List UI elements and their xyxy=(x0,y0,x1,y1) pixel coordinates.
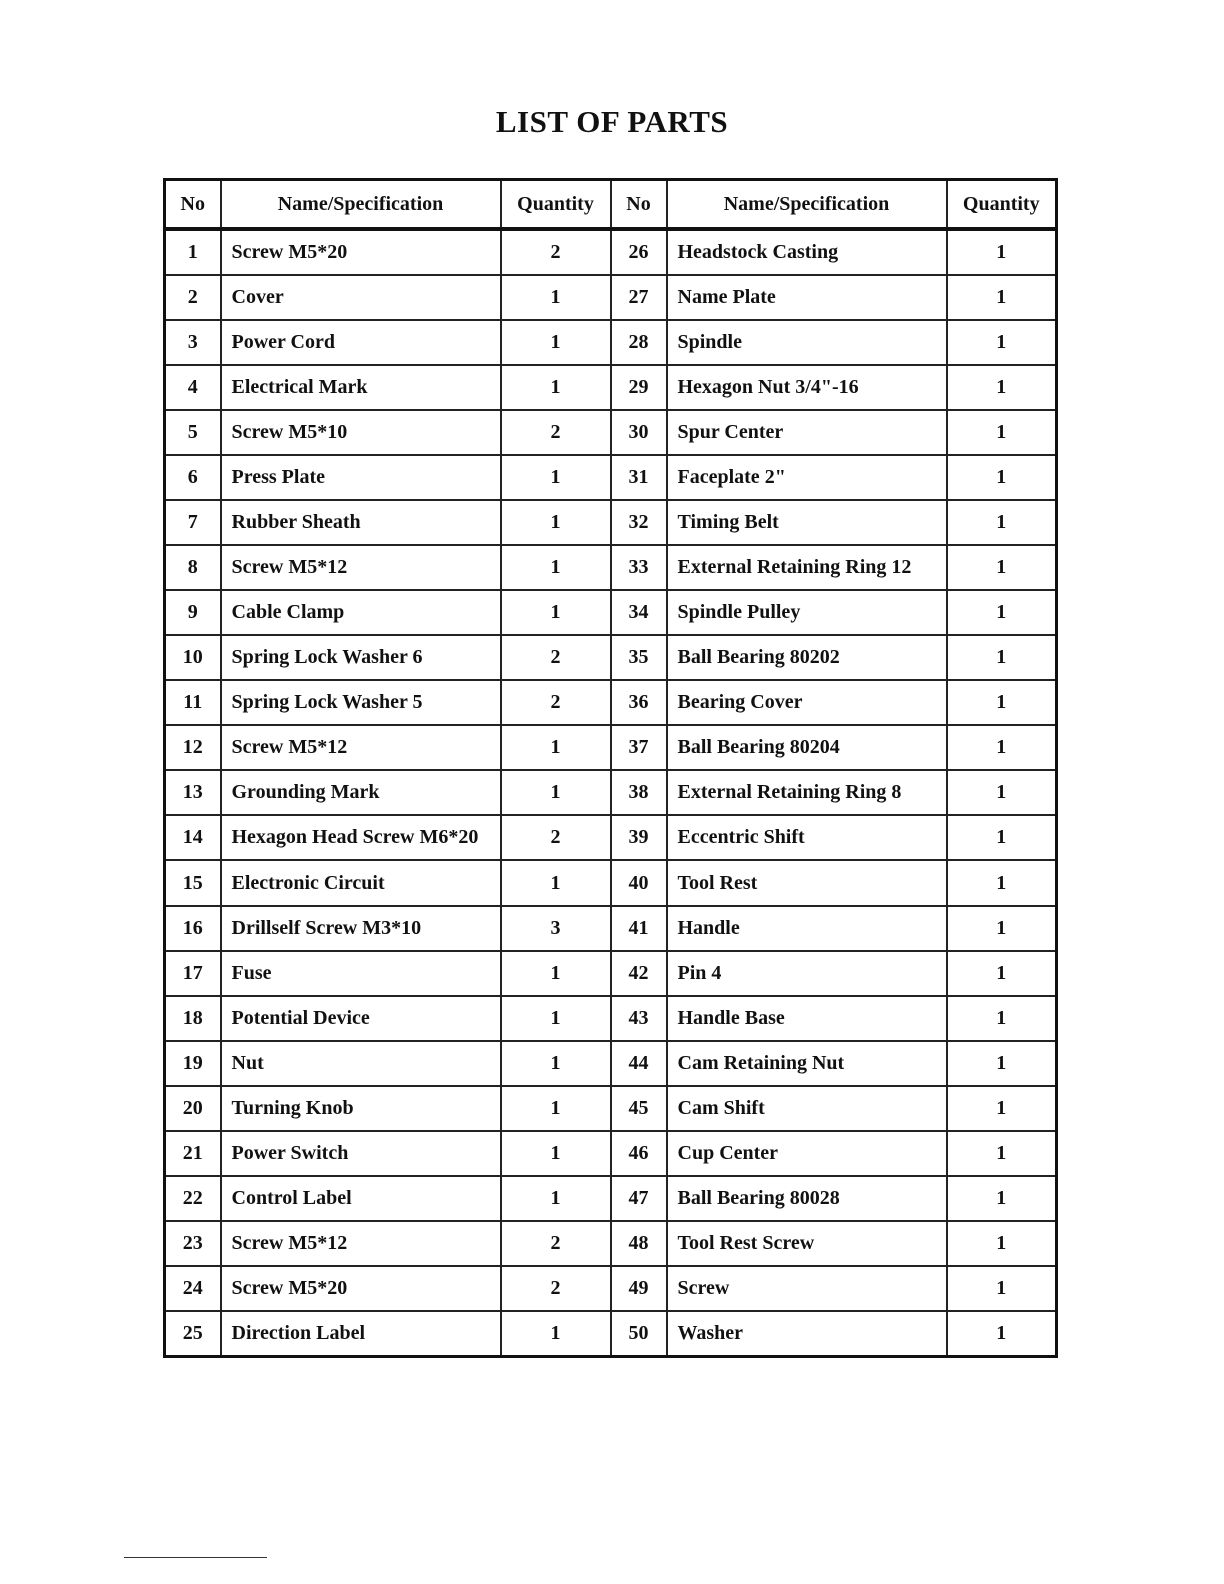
item-number: 23 xyxy=(165,1221,221,1266)
table-row xyxy=(165,590,1057,635)
table-row xyxy=(165,275,1057,320)
item-quantity: 1 xyxy=(501,951,611,996)
table-row xyxy=(165,1311,1057,1357)
item-name: Hexagon Head Screw M6*20 xyxy=(221,815,501,860)
item-name: Direction Label xyxy=(221,1311,501,1357)
item-quantity: 1 xyxy=(501,1176,611,1221)
item-name: Turning Knob xyxy=(221,1086,501,1131)
table-row xyxy=(165,500,1057,545)
item-quantity: 1 xyxy=(501,455,611,500)
item-quantity: 1 xyxy=(501,996,611,1041)
item-name: Screw M5*10 xyxy=(221,410,501,455)
item-quantity: 2 xyxy=(501,1266,611,1311)
item-name: Screw xyxy=(667,1266,947,1311)
header-quantity-right: Quantity xyxy=(947,180,1057,230)
item-number: 36 xyxy=(611,680,667,725)
table-row xyxy=(165,320,1057,365)
item-name: Ball Bearing 80202 xyxy=(667,635,947,680)
item-quantity: 1 xyxy=(501,1086,611,1131)
item-number: 3 xyxy=(165,320,221,365)
item-name: Bearing Cover xyxy=(667,680,947,725)
item-name: Screw M5*20 xyxy=(221,229,501,275)
item-number: 31 xyxy=(611,455,667,500)
item-name: Rubber Sheath xyxy=(221,500,501,545)
table-row xyxy=(165,951,1057,996)
item-quantity: 1 xyxy=(947,1311,1057,1357)
table-row xyxy=(165,996,1057,1041)
item-quantity: 1 xyxy=(501,725,611,770)
item-quantity: 1 xyxy=(947,1086,1057,1131)
table-row xyxy=(165,906,1057,951)
item-quantity: 1 xyxy=(501,770,611,815)
item-name: Electronic Circuit xyxy=(221,860,501,905)
item-number: 50 xyxy=(611,1311,667,1357)
item-name: Potential Device xyxy=(221,996,501,1041)
item-number: 48 xyxy=(611,1221,667,1266)
item-name: Pin 4 xyxy=(667,951,947,996)
item-name: Cable Clamp xyxy=(221,590,501,635)
item-number: 42 xyxy=(611,951,667,996)
item-name: Spindle xyxy=(667,320,947,365)
item-name: Screw M5*20 xyxy=(221,1266,501,1311)
item-name: Spindle Pulley xyxy=(667,590,947,635)
item-number: 8 xyxy=(165,545,221,590)
item-number: 6 xyxy=(165,455,221,500)
item-name: Faceplate 2" xyxy=(667,455,947,500)
header-quantity-left: Quantity xyxy=(501,180,611,230)
item-quantity: 1 xyxy=(947,635,1057,680)
item-number: 17 xyxy=(165,951,221,996)
header-name-left: Name/Specification xyxy=(221,180,501,230)
item-quantity: 1 xyxy=(947,860,1057,905)
item-number: 15 xyxy=(165,860,221,905)
item-number: 49 xyxy=(611,1266,667,1311)
item-name: Nut xyxy=(221,1041,501,1086)
table-row xyxy=(165,410,1057,455)
item-number: 41 xyxy=(611,906,667,951)
item-quantity: 1 xyxy=(501,545,611,590)
item-name: Tool Rest xyxy=(667,860,947,905)
parts-table xyxy=(163,178,1058,1358)
item-name: Grounding Mark xyxy=(221,770,501,815)
item-name: Washer xyxy=(667,1311,947,1357)
item-number: 21 xyxy=(165,1131,221,1176)
item-number: 35 xyxy=(611,635,667,680)
item-quantity: 2 xyxy=(501,1221,611,1266)
item-quantity: 1 xyxy=(501,320,611,365)
item-quantity: 1 xyxy=(947,725,1057,770)
header-no-left: No xyxy=(165,180,221,230)
item-number: 29 xyxy=(611,365,667,410)
item-number: 1 xyxy=(165,229,221,275)
item-number: 28 xyxy=(611,320,667,365)
item-number: 12 xyxy=(165,725,221,770)
item-quantity: 1 xyxy=(947,320,1057,365)
item-quantity: 1 xyxy=(947,770,1057,815)
item-quantity: 1 xyxy=(501,365,611,410)
item-quantity: 2 xyxy=(501,815,611,860)
item-quantity: 1 xyxy=(947,815,1057,860)
item-quantity: 1 xyxy=(947,1131,1057,1176)
item-number: 4 xyxy=(165,365,221,410)
item-name: Press Plate xyxy=(221,455,501,500)
item-name: External Retaining Ring 12 xyxy=(667,545,947,590)
item-name: Timing Belt xyxy=(667,500,947,545)
item-quantity: 2 xyxy=(501,635,611,680)
item-number: 10 xyxy=(165,635,221,680)
item-number: 26 xyxy=(611,229,667,275)
item-number: 20 xyxy=(165,1086,221,1131)
item-name: Screw M5*12 xyxy=(221,545,501,590)
item-number: 34 xyxy=(611,590,667,635)
table-row xyxy=(165,455,1057,500)
item-name: Name Plate xyxy=(667,275,947,320)
item-number: 46 xyxy=(611,1131,667,1176)
table-row xyxy=(165,725,1057,770)
item-quantity: 1 xyxy=(947,680,1057,725)
item-number: 22 xyxy=(165,1176,221,1221)
parts-table-body xyxy=(165,229,1057,1357)
item-name: Fuse xyxy=(221,951,501,996)
item-quantity: 1 xyxy=(947,229,1057,275)
table-row xyxy=(165,229,1057,275)
page-title: LIST OF PARTS xyxy=(495,104,729,139)
item-name: Spring Lock Washer 5 xyxy=(221,680,501,725)
item-name: Handle Base xyxy=(667,996,947,1041)
item-number: 39 xyxy=(611,815,667,860)
item-quantity: 1 xyxy=(501,1041,611,1086)
item-number: 5 xyxy=(165,410,221,455)
item-name: Power Switch xyxy=(221,1131,501,1176)
item-quantity: 1 xyxy=(947,1041,1057,1086)
item-number: 7 xyxy=(165,500,221,545)
item-name: Ball Bearing 80028 xyxy=(667,1176,947,1221)
item-number: 11 xyxy=(165,680,221,725)
table-row xyxy=(165,1176,1057,1221)
table-row xyxy=(165,635,1057,680)
item-quantity: 1 xyxy=(501,1311,611,1357)
item-quantity: 1 xyxy=(947,590,1057,635)
item-name: Spring Lock Washer 6 xyxy=(221,635,501,680)
table-row xyxy=(165,680,1057,725)
item-name: Handle xyxy=(667,906,947,951)
item-name: Electrical Mark xyxy=(221,365,501,410)
item-name: Ball Bearing 80204 xyxy=(667,725,947,770)
item-number: 44 xyxy=(611,1041,667,1086)
item-number: 27 xyxy=(611,275,667,320)
item-quantity: 3 xyxy=(501,906,611,951)
table-row xyxy=(165,545,1057,590)
item-name: Power Cord xyxy=(221,320,501,365)
item-quantity: 2 xyxy=(501,410,611,455)
item-name: Spur Center xyxy=(667,410,947,455)
item-number: 9 xyxy=(165,590,221,635)
table-row xyxy=(165,770,1057,815)
item-quantity: 1 xyxy=(947,996,1057,1041)
item-quantity: 1 xyxy=(947,410,1057,455)
item-name: Drillself Screw M3*10 xyxy=(221,906,501,951)
table-row xyxy=(165,1131,1057,1176)
item-number: 40 xyxy=(611,860,667,905)
item-number: 32 xyxy=(611,500,667,545)
header-no-right: No xyxy=(611,180,667,230)
item-name: Headstock Casting xyxy=(667,229,947,275)
item-name: Screw M5*12 xyxy=(221,1221,501,1266)
item-quantity: 1 xyxy=(501,500,611,545)
item-quantity: 1 xyxy=(947,1221,1057,1266)
table-row xyxy=(165,860,1057,905)
header-name-right: Name/Specification xyxy=(667,180,947,230)
item-name: Screw M5*12 xyxy=(221,725,501,770)
table-row xyxy=(165,815,1057,860)
item-number: 18 xyxy=(165,996,221,1041)
item-number: 13 xyxy=(165,770,221,815)
item-quantity: 1 xyxy=(947,500,1057,545)
item-number: 16 xyxy=(165,906,221,951)
item-number: 45 xyxy=(611,1086,667,1131)
item-number: 14 xyxy=(165,815,221,860)
item-quantity: 1 xyxy=(947,906,1057,951)
item-number: 25 xyxy=(165,1311,221,1357)
item-quantity: 2 xyxy=(501,680,611,725)
item-name: Tool Rest Screw xyxy=(667,1221,947,1266)
item-number: 2 xyxy=(165,275,221,320)
item-quantity: 1 xyxy=(501,860,611,905)
item-number: 47 xyxy=(611,1176,667,1221)
item-quantity: 1 xyxy=(947,951,1057,996)
item-quantity: 2 xyxy=(501,229,611,275)
table-row xyxy=(165,365,1057,410)
table-row xyxy=(165,1266,1057,1311)
item-name: Cam Shift xyxy=(667,1086,947,1131)
item-name: Eccentric Shift xyxy=(667,815,947,860)
item-name: Cam Retaining Nut xyxy=(667,1041,947,1086)
item-name: Hexagon Nut 3/4"-16 xyxy=(667,365,947,410)
item-quantity: 1 xyxy=(947,1266,1057,1311)
table-header-row xyxy=(165,180,1057,230)
item-number: 24 xyxy=(165,1266,221,1311)
item-number: 33 xyxy=(611,545,667,590)
item-quantity: 1 xyxy=(501,1131,611,1176)
table-row xyxy=(165,1221,1057,1266)
item-number: 38 xyxy=(611,770,667,815)
item-quantity: 1 xyxy=(501,590,611,635)
table-row xyxy=(165,1086,1057,1131)
item-name: Cup Center xyxy=(667,1131,947,1176)
item-number: 19 xyxy=(165,1041,221,1086)
item-quantity: 1 xyxy=(947,1176,1057,1221)
item-quantity: 1 xyxy=(947,275,1057,320)
item-quantity: 1 xyxy=(947,545,1057,590)
item-number: 43 xyxy=(611,996,667,1041)
table-row xyxy=(165,1041,1057,1086)
item-quantity: 1 xyxy=(947,365,1057,410)
item-quantity: 1 xyxy=(947,455,1057,500)
item-name: External Retaining Ring 8 xyxy=(667,770,947,815)
item-name: Cover xyxy=(221,275,501,320)
item-quantity: 1 xyxy=(501,275,611,320)
footer-rule xyxy=(124,1557,267,1558)
item-number: 30 xyxy=(611,410,667,455)
item-number: 37 xyxy=(611,725,667,770)
item-name: Control Label xyxy=(221,1176,501,1221)
